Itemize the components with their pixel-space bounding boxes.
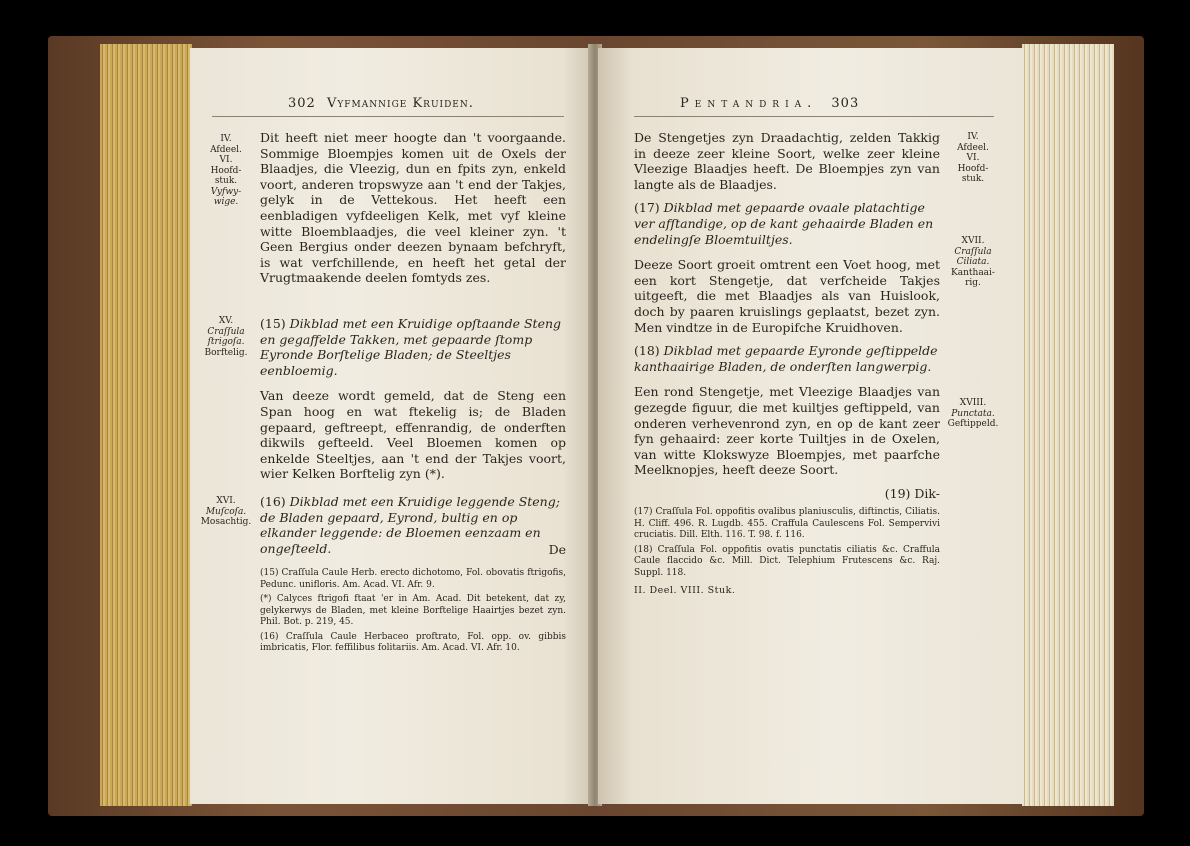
footnote: (16) Craſſula Caule Herbaceo proftrato, Fol. opp. ov. gibbis imbricatis, Flor. feffilibus folitariis. Am. Acad. VI. Afr. 10.: [260, 631, 566, 653]
left-margin-note-top: [198, 134, 254, 208]
margin-label: Craſſula: [207, 326, 245, 337]
left-entry-15: [260, 310, 566, 490]
right-margin-note-top: [944, 132, 1002, 185]
margin-label: Punctata.: [951, 408, 995, 419]
right-body: [634, 130, 940, 600]
margin-label: wige.: [213, 197, 239, 207]
entry-text: Dikblad met een Kruidige opſtaande Steng en gegaffelde Takken, met gepaarde ſtomp Eyronde Borſtelige Bladen; de Steeltjes eenbloemig.: [260, 316, 562, 378]
entry-number: (15): [260, 316, 286, 331]
margin-label: VI.: [219, 155, 233, 165]
margin-label: Craſſula: [954, 246, 992, 257]
right-margin-note-xvii: [944, 236, 1002, 289]
entry-number: (16): [260, 494, 286, 509]
right-head-title: Pentandria.: [680, 96, 818, 111]
left-paragraph-1: Dit heeft niet meer hoogte dan 't voorgaande. Sommige Bloempjes komen uit de Oxels der Blaadjes, die Vleezig, dun en fpits zyn, enkeld voort, anderen tropswyze aan 't end der Takjes, gelyk in de Vettekous. Het heeft een eenbladigen vyfdeeligen Kelk, met vyf kleine witte Bloemblaadjes, die veel kleiner zyn. 't Geen Bergius onder deezen bynaam befchryft, is wat verfchillende, en heeft het getal der Vrugtmaakende deelen fomtyds zes.: [260, 130, 566, 286]
entry-number: (17): [634, 200, 660, 216]
right-paragraph-1: De Stengetjes zyn Draadachtig, zelden Takkig in deeze zeer kleine Soort, welke zeer kleine Vleezige Blaadjes heeft. De Bloempjes zyn van langte als de Blaadjes.: [634, 130, 940, 192]
margin-label: Geftippeld.: [947, 419, 999, 429]
left-head-rule: [212, 116, 564, 117]
page-edges-left: [100, 44, 192, 806]
margin-label: Afdeel.: [210, 144, 242, 155]
margin-label: IV.: [220, 134, 232, 144]
margin-label: VI.: [966, 153, 980, 163]
margin-label: IV.: [967, 132, 979, 142]
left-running-head: [288, 96, 474, 111]
left-page-number: 302: [288, 96, 316, 111]
left-margin-note-xvi: [198, 496, 254, 528]
footnote: (17) Craſſula Fol. oppofitis ovalibus planiusculis, diftinctis, Ciliatis. H. Cliff. 496. R. Lugdb. 455. Craffula Caulescens Fol. Sempervivi cruciatis. Dill. Elth. 116. T. 98. f. 116.: [634, 507, 940, 541]
signature-mark: II. Deel. VIII. Stuk.: [634, 585, 736, 597]
margin-label: stuk.: [214, 176, 238, 186]
right-catchword: (19) Dik-: [884, 485, 940, 501]
left-footnotes: [260, 568, 566, 658]
entry-text: Dikblad met gepaarde Eyronde geſtippelde kanthaairige Bladen, de onderſten langwerpig.: [634, 343, 938, 374]
margin-label: stuk.: [961, 174, 985, 184]
right-margin-note-xviii: [944, 398, 1002, 430]
margin-label: XV.: [218, 316, 234, 326]
footnote: (15) Craſſula Caule Herb. erecto dichotomo, Fol. obovatis ftrigofis, Pedunc. unifloris. Am. Acad. VI. Afr. 9.: [260, 568, 566, 590]
page-edges-right: [1022, 44, 1114, 806]
margin-label: XVIII.: [959, 398, 987, 408]
left-page: [190, 48, 594, 804]
left-body-top: [260, 130, 566, 294]
margin-label: Afdeel.: [957, 142, 989, 153]
margin-label: XVI.: [216, 496, 236, 506]
right-page-number: 303: [831, 96, 860, 111]
margin-label: rig.: [965, 278, 981, 288]
left-head-title: Vyfmannige Kruiden.: [326, 96, 474, 111]
margin-label: Mosachtig.: [200, 517, 252, 527]
margin-label: Hoofd-: [210, 165, 242, 176]
right-head-rule: [634, 116, 994, 117]
right-page: [598, 48, 1024, 804]
entry-text: Dikblad met een Kruidige leggende Steng; de Bladen gepaard, Eyrond, bultig en op elkander leggende: de Bloemen eenzaam en ongeſteeld.: [260, 494, 560, 556]
left-paragraph-2: Van deeze wordt gemeld, dat de Steng een Span hoog en wat ftekelig is; de Bladen gepaard, geftreept, effenrandig, de onderften dikwils gefteeld. Veel Bloemen komen op enkelde Steeltjes, aan 't end der Takjes voort, wier Kelken Borftelig zyn (*).: [260, 388, 566, 482]
margin-label: Ciliata.: [956, 257, 990, 267]
right-paragraph-2: Deeze Soort groeit omtrent een Voet hoog, met een kort Stengetje, dat verfcheide Takjes uitgeeft, die met Blaadjes als van Huislook, doch by paaren kruislings geplaatst, bezet zyn. Men vindtze in de Europifche Kruidhoven.: [634, 257, 940, 335]
margin-label: ſtrigoſa.: [207, 337, 245, 347]
entry-text: Dikblad met gepaarde ovaale platachtige ver afſtandige, op de kant gehaairde Bladen en endelingſe Bloemtuiltjes.: [634, 200, 934, 247]
margin-label: Kanthaai-: [951, 267, 995, 278]
left-catchword: De: [548, 542, 566, 558]
right-running-head: [680, 96, 859, 111]
footnote: (18) Craſſula Fol. oppofitis ovatis punctatis ciliatis &c. Craffula Caule flaccido &c. Mill. Dict. Telephium Frutescens &c. Raj. Suppl. 118.: [634, 544, 940, 578]
right-paragraph-3: Een rond Stengetje, met Vleezige Blaadjes van gezegde figuur, die met kuiltjes geftippeld, van onderen verhevenrond zyn, en op de kant zeer fyn gehaaird: zeer korte Tuiltjes in de Oxelen, van witte Klokswyze Bloempjes, met paarfche Meelknopjes, heeft deeze Soort.: [634, 384, 940, 478]
entry-number: (18): [634, 343, 660, 359]
margin-label: Borftelig.: [204, 347, 248, 358]
margin-label: Muſcoſa.: [205, 506, 247, 517]
margin-label: Hoofd-: [957, 163, 989, 174]
margin-label: XVII.: [961, 236, 985, 246]
left-entry-16: [260, 488, 566, 558]
footnote: (*) Calyces ftrigofi ftaat 'er in Am. Acad. Dit betekent, dat zy, gelykerwys de Bladen, met kleine Borftelige Haairtjes bezet zyn. Phil. Bot. p. 219, 45.: [260, 594, 566, 627]
margin-label: Vyfwy-: [210, 186, 242, 197]
left-margin-note-xv: [198, 316, 254, 358]
